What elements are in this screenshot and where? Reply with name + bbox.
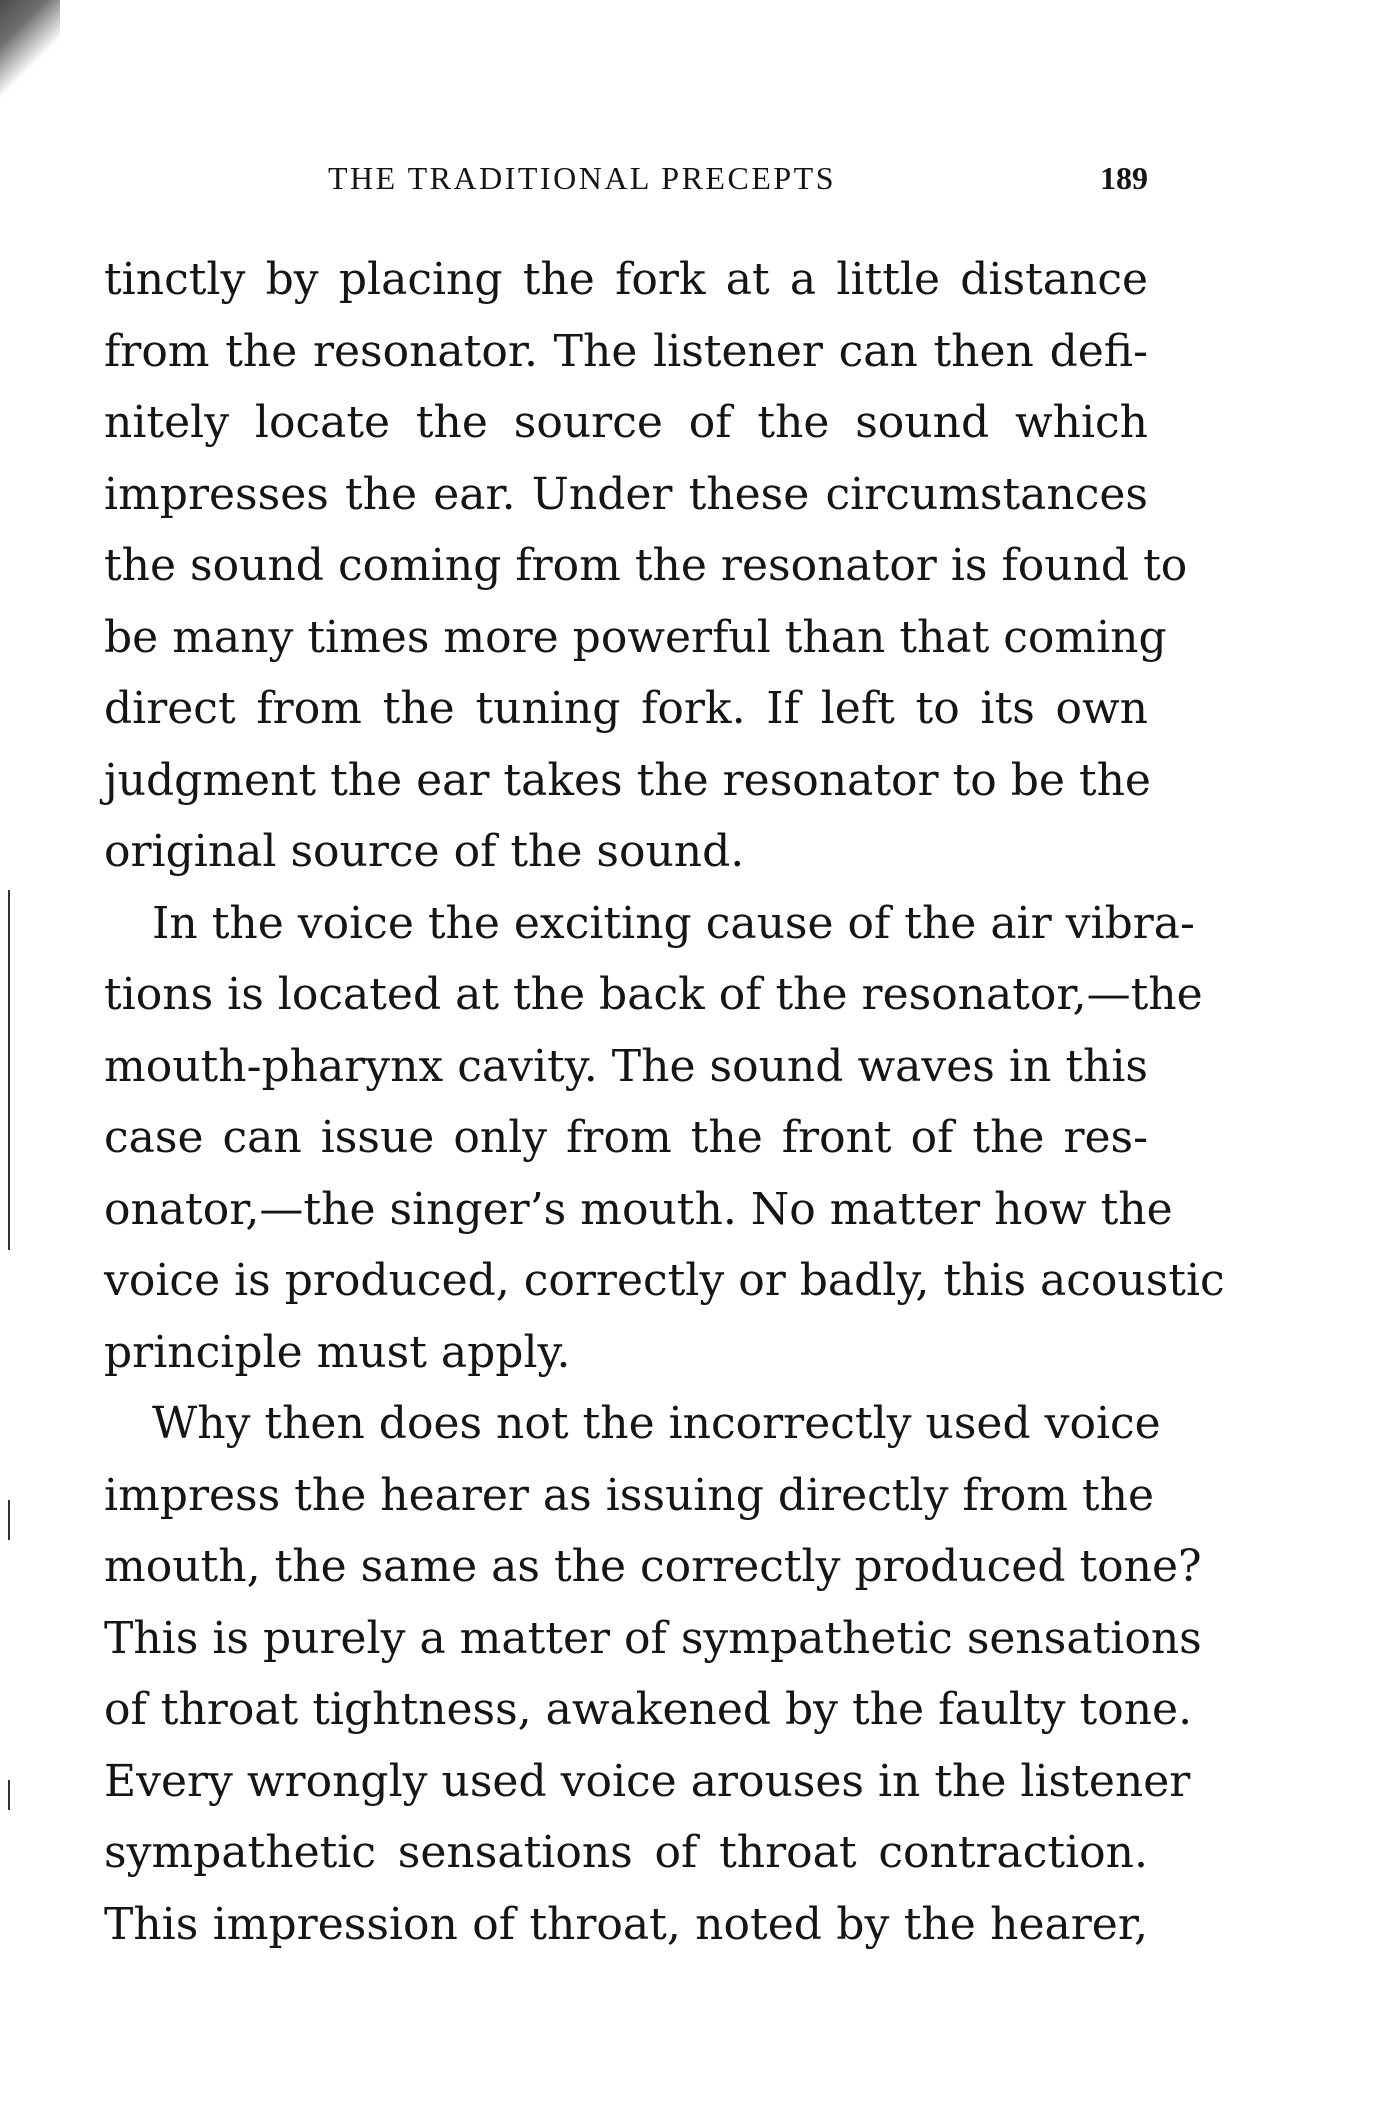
gutter-edge-line <box>8 1500 10 1540</box>
text-line: impresses the ear. Under these circumstances <box>104 468 1148 520</box>
text-line: from the resonator. The listener can then defi- <box>104 325 1148 377</box>
text-line: impress the hearer as issuing directly from the <box>104 1469 1154 1521</box>
text-line: This impression of throat, noted by the hearer, <box>104 1898 1148 1950</box>
text-line: nitely locate the source of the sound which <box>104 397 1148 448</box>
text-line: voice is produced, correctly or badly, this acoustic <box>104 1255 1225 1306</box>
text-line: In the voice the exciting cause of the air vibra- <box>152 897 1195 949</box>
text-line: This is purely a matter of sympathetic sensations <box>104 1612 1202 1664</box>
text-line: tions is located at the back of the resonator,—the <box>104 969 1203 1020</box>
text-line: sympathetic sensations of throat contraction. <box>104 1827 1148 1878</box>
text-line: onator,—the singer’s mouth. No matter how the <box>104 1183 1173 1235</box>
scan-corner-mark <box>0 0 60 120</box>
text-line: mouth, the same as the correctly produced tone? <box>104 1541 1202 1592</box>
text-line: principle must apply. <box>104 1326 571 1378</box>
paragraph <box>104 244 1188 888</box>
text-line: Every wrongly used voice arouses in the listener <box>104 1755 1191 1807</box>
page-number: 189 <box>1100 160 1148 196</box>
page-header <box>100 160 1148 200</box>
text-line: case can issue only from the front of the res- <box>104 1112 1148 1163</box>
gutter-edge-line <box>8 890 10 1250</box>
paragraph <box>104 1388 1202 1960</box>
text-line: judgment the ear takes the resonator to be the <box>104 754 1151 806</box>
text-line: Why then does not the incorrectly used voice <box>152 1398 1161 1449</box>
text-line: mouth-pharynx cavity. The sound waves in this <box>104 1040 1148 1092</box>
running-title: THE TRADITIONAL PRECEPTS <box>328 160 836 196</box>
text-line: of throat tightness, awakened by the faulty tone. <box>104 1684 1193 1735</box>
text-line: direct from the tuning fork. If left to its own <box>104 683 1148 734</box>
text-line: original source of the sound. <box>104 826 745 877</box>
gutter-edge-line <box>8 1780 10 1810</box>
text-line: be many times more powerful than that coming <box>104 611 1167 663</box>
text-line: the sound coming from the resonator is found to <box>104 540 1188 591</box>
text-line: tinctly by placing the fork at a little distance <box>104 254 1148 305</box>
body-text <box>104 244 1225 1960</box>
paragraph <box>104 888 1225 1389</box>
